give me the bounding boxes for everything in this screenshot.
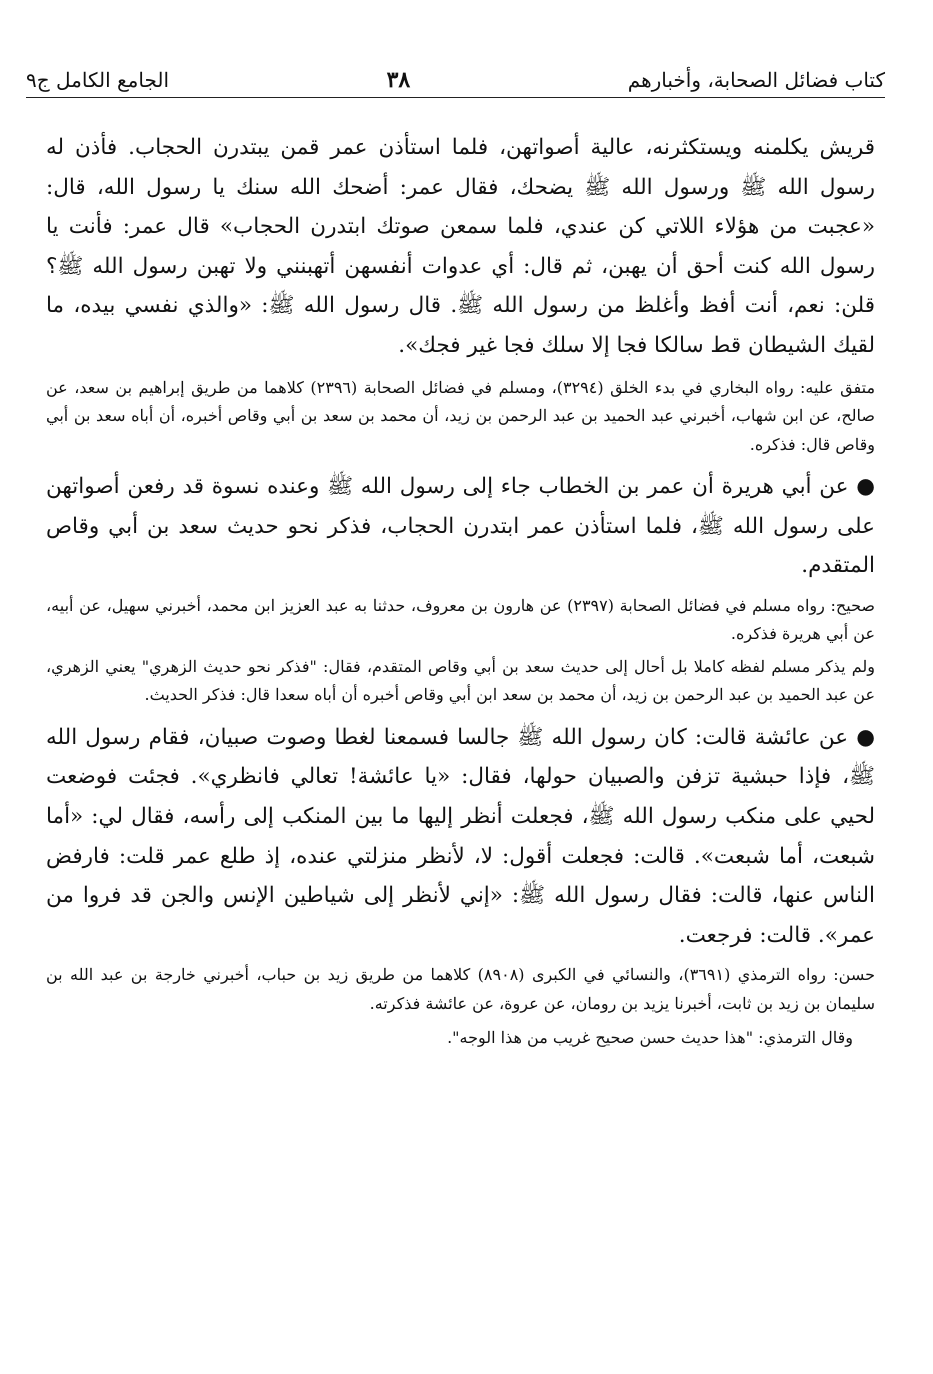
chapter-title: كتاب فضائل الصحابة، وأخبارهم xyxy=(627,68,885,92)
takhrij-note-5: وقال الترمذي: "هذا حديث حسن صحيح غريب من هذا الوجه". xyxy=(447,1028,853,1048)
takhrij-note-4: حسن: رواه الترمذي (٣٦٩١)، والنسائي في الكبرى (٨٩٠٨) كلاهما من طريق زيد بن حباب، أخبرني خارجة بن عبد الله بن سليمان بن زيد بن ثابت، أخبرنا يزيد بن رومان، عن عروة، عن عائشة فذكرته. xyxy=(46,965,876,1013)
takhrij-note-1: متفق عليه: رواه البخاري في بدء الخلق (٣٢٩٤)، ومسلم في فضائل الصحابة (٢٣٩٦) كلاهما من طريق إبراهيم بن سعد، عن صالح، عن ابن شهاب، أخبرني عبد الحميد بن عبد الرحمن بن زيد، أن محمد بن سعد بن أبي وقاص أخبره، أن أباه سعد بن أبي وقاص قال: فذكره. xyxy=(46,377,876,454)
page-header xyxy=(26,58,885,98)
page-body xyxy=(46,128,875,1053)
hadith-paragraph-1: قريش يكلمنه ويستكثرنه، عالية أصواتهن، فلما استأذن عمر قمن يبتدرن الحجاب. فأذن له رسول الله ﷺ ورسول الله ﷺ يضحك، فقال عمر: أضحك الله سنك يا رسول الله، قال: «عجبت من هؤلاء اللاتي كن عندي، فلما سمعن صوتك ابتدرن الحجاب» قال عمر: فأنت يا رسول الله كنت أحق أن يهبن، ثم قال: أي عدوات أنفسهن أتهبنني ولا تهبن رسول الله ﷺ؟ قلن: نعم، أنت أفظ وأغلظ من رسول الله ﷺ. قال رسول الله ﷺ: «والذي نفسي بيده، ما لقيك الشيطان قط سالكا فجا إلا سلك فجا غير فجك». xyxy=(46,135,875,358)
hadith-paragraph-3: ● عن عائشة قالت: كان رسول الله ﷺ جالسا فسمعنا لغطا وصوت صبيان، فقام رسول الله ﷺ، فإذا حبشية تزفن والصبيان حولها، فقال: «يا عائشة! تعالي فانظري». فجئت فوضعت لحيي على منكب رسول الله ﷺ، فجعلت أنظر إليها ما بين المنكب إلى رأسه، فقال لي: «أما شبعت، أما شبعت». قالت: فجعلت أقول: لا، لأنظر منزلتي عنده، إذ طلع عمر قلت: فارفض الناس عنها، قالت: فقال رسول الله ﷺ: «إني لأنظر إلى شياطين الإنس والجن قد فروا من عمر». قالت: فرجعت. xyxy=(46,724,875,948)
takhrij-note-2: صحيح: رواه مسلم في فضائل الصحابة (٢٣٩٧) عن هارون بن معروف، حدثنا به عبد العزيز ابن محمد، أخبرني سهيل، عن أبيه، عن أبي هريرة فذكره. xyxy=(46,595,876,644)
page-number: ٣٨ xyxy=(386,67,411,93)
book-title: الجامع الكامل ج٩ xyxy=(26,68,170,92)
hadith-paragraph-2: ● عن أبي هريرة أن عمر بن الخطاب جاء إلى رسول الله ﷺ وعنده نسوة قد رفعن أصواتهن على رسول الله ﷺ، فلما استأذن عمر ابتدرن الحجاب، فذكر نحو حديث سعد بن أبي وقاص المتقدم. xyxy=(46,474,875,579)
takhrij-note-3: ولم يذكر مسلم لفظه كاملا بل أحال إلى حديث سعد بن أبي وقاص المتقدم، فقال: "فذكر نحو حديث الزهري" يعني الزهري، عن عبد الحميد بن عبد الرحمن بن زيد، أن محمد بن سعد ابن أبي وقاص أخبره أن أباه سعدا قال: فذكر الحديث. xyxy=(46,656,875,705)
